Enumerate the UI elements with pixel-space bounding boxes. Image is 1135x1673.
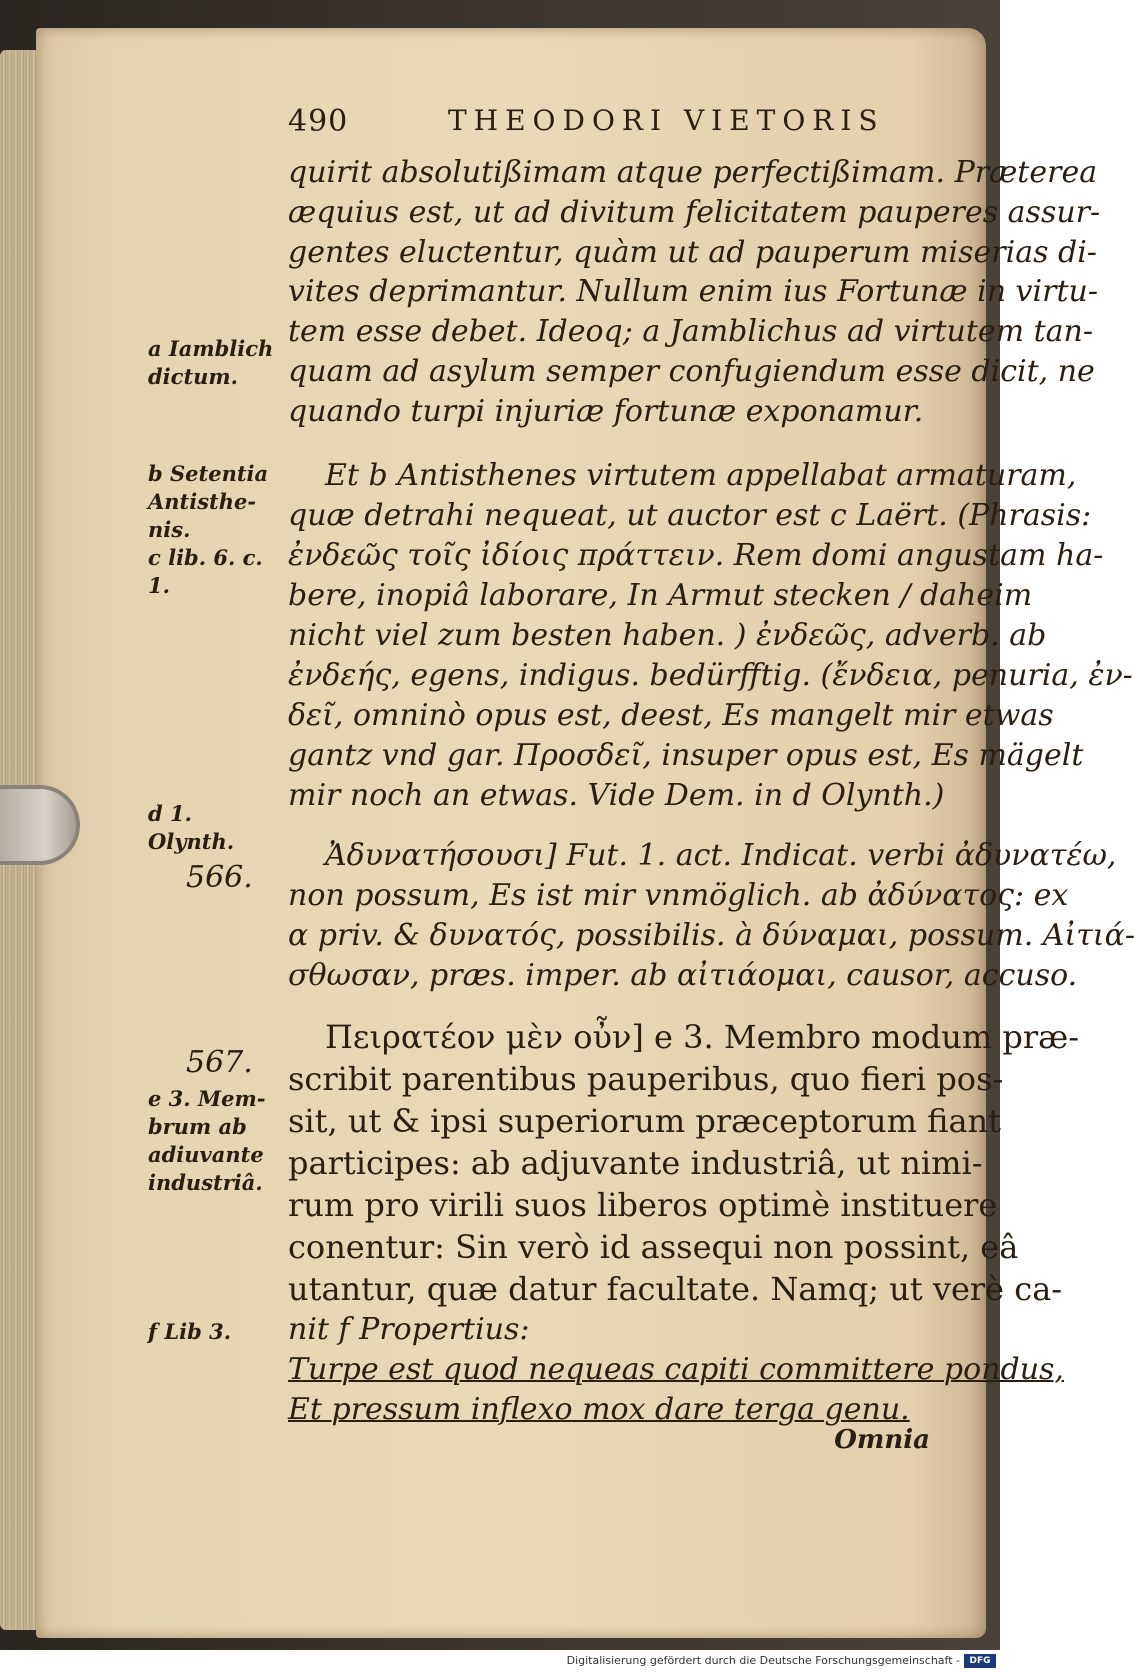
text-line: quirit absolutißimam atque perfectißimam. Præterea	[288, 155, 1098, 190]
margin-note: e 3. Mem- brum ab adiuvante industriâ.	[148, 1086, 266, 1195]
text-line: mir noch an etwas. Vide Dem. in d Olynth.)	[288, 778, 945, 813]
text-line: participes: ab adjuvante industriâ, ut nimi-	[288, 1144, 983, 1182]
verse-line: Turpe est quod nequeas capiti committere pondus,	[288, 1352, 1064, 1387]
text-line: quæ detrahi nequeat, ut auctor est c Laërt. (Phrasis:	[288, 498, 1092, 533]
running-title: THEODORI VIETORIS	[448, 104, 885, 137]
catchword: Omnia	[834, 1425, 930, 1455]
text-line: quando turpi injuriæ fortunæ exponamur.	[288, 394, 924, 429]
margin-note: f Lib 3.	[148, 1319, 232, 1344]
text-line: Et b Antisthenes virtutem appellabat armaturam,	[325, 458, 1077, 493]
text-line: tem esse debet. Ideoq; a Jamblichus ad virtutem tan-	[288, 314, 1094, 349]
text-line: æquius est, ut ad divitum felicitatem pauperes assur-	[288, 195, 1101, 230]
text-line: vites deprimantur. Nullum enim ius Fortunæ in virtu-	[288, 274, 1098, 309]
margin-note: b Setentia Antisthe- nis. c lib. 6. c. 1.	[148, 461, 269, 598]
text-line: gantz vnd gar. Προσδεῖ, insuper opus est, Es mägelt	[288, 738, 1084, 773]
text-line: nicht viel zum besten haben. ) ἐνδεῶς, adverb. ab	[288, 618, 1047, 653]
text-line: σθωσαν, præs. imper. ab αἰτιάομαι, causor, accuso.	[288, 958, 1078, 993]
page-number: 490	[288, 104, 349, 139]
text-line: α priv. & δυνατός, possibilis. à δύναμαι, possum. Αἰτιά-	[288, 918, 1135, 953]
text-line: bere, inopiâ laborare, In Armut stecken / daheim	[288, 578, 1033, 613]
section-number: 566.	[186, 860, 253, 895]
text-line: conentur: Sin verò id assequi non possint, eâ	[288, 1228, 1019, 1266]
text-line: utantur, quæ datur facultate. Namq; ut verè ca-	[288, 1270, 1063, 1308]
text-line: δεῖ, omninò opus est, deest, Es mangelt mir etwas	[288, 698, 1054, 733]
text-line: non possum, Es ist mir vnmöglich. ab ἀδύνατος: ex	[288, 878, 1069, 913]
text-line: gentes eluctentur, quàm ut ad pauperum miserias di-	[288, 235, 1097, 270]
dfg-logo: DFG	[964, 1654, 996, 1668]
text-line: rum pro virili suos liberos optimè instituere	[288, 1186, 998, 1224]
text-line: quam ad asylum semper confugiendum esse dicit, ne	[288, 354, 1095, 389]
footer-credit: Digitalisierung gefördert durch die Deutsche Forschungsgemeinschaft -	[566, 1654, 960, 1667]
text-line: ἐνδεῶς τοῖς ἰδίοις πράττειν. Rem domi angustam ha-	[288, 538, 1104, 573]
text-line: sit, ut & ipsi superiorum præceptorum fiant	[288, 1102, 1002, 1140]
margin-note: d 1. Olynth.	[148, 801, 235, 854]
text-line: ἐνδεής, egens, indigus. bedürfftig. (ἔνδεια, penuria, ἐν-	[288, 658, 1133, 693]
text-line: Πειρατέον μὲν οὖν] e 3. Membro modum præ-	[325, 1018, 1080, 1056]
text-line: Ἀδυνατήσουσι] Fut. 1. act. Indicat. verbi ἀδυνατέω,	[325, 838, 1117, 873]
text-line: scribit parentibus pauperibus, quo fieri pos-	[288, 1060, 1004, 1098]
text-line: nit f Propertius:	[288, 1312, 530, 1347]
section-number: 567.	[186, 1045, 253, 1080]
margin-note: a Iamblich dictum.	[148, 336, 274, 389]
verse-line: Et pressum inflexo mox dare terga genu.	[288, 1392, 910, 1427]
book-clasp	[0, 785, 80, 865]
